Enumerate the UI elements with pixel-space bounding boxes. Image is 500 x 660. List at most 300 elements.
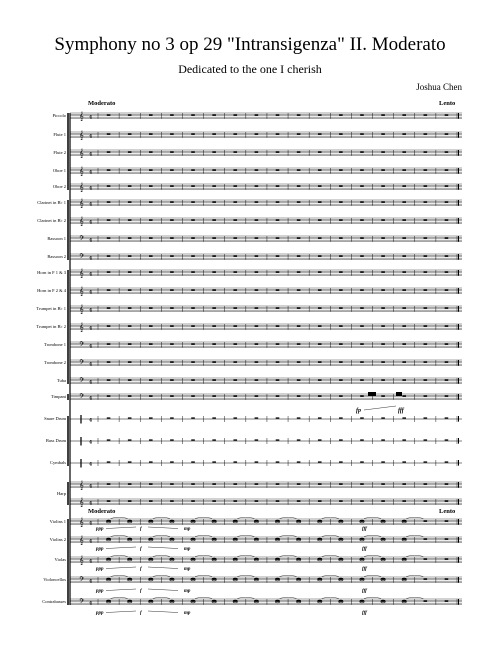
whole-rest [402, 219, 406, 220]
time-signature: 4 [89, 326, 93, 332]
whole-rest [233, 169, 237, 170]
whole-rest [424, 379, 428, 380]
treble-clef-icon: 𝄞 [79, 497, 84, 507]
whole-rest [107, 361, 111, 362]
whole-rest [191, 271, 195, 272]
whole-rest [276, 114, 280, 115]
whole-rest [149, 483, 153, 484]
whole-rest [212, 395, 216, 396]
tie [195, 535, 212, 536]
whole-rest [107, 271, 111, 272]
tie [153, 517, 170, 518]
instrument-label-trumpet-in-b-1: Trumpet in B♭ 1 [36, 306, 66, 311]
whole-rest [381, 151, 385, 152]
whole-rest [339, 255, 343, 256]
whole-rest [424, 307, 428, 308]
whole-rest [360, 289, 364, 290]
whole-rest [191, 307, 195, 308]
whole-rest [233, 439, 237, 440]
time-signature: 4 [89, 152, 93, 158]
whole-rest [360, 219, 364, 220]
instrument-label-violoncellos: Violoncellos [43, 577, 66, 582]
whole-rest [170, 500, 174, 501]
whole-rest [233, 379, 237, 380]
whole-rest [212, 538, 216, 539]
whole-rest [191, 237, 195, 238]
whole-rest [128, 325, 132, 326]
whole-rest [339, 271, 343, 272]
dynamic-mp: mp [184, 567, 191, 572]
whole-rest [360, 395, 364, 396]
whole-rest [318, 600, 322, 601]
whole-rest [255, 289, 259, 290]
whole-rest [297, 151, 301, 152]
tie [153, 535, 170, 536]
bass-clef-icon: 𝄢 [79, 376, 85, 386]
whole-rest [402, 271, 406, 272]
whole-rest [107, 461, 111, 462]
tie [406, 575, 423, 576]
whole-rest [402, 185, 406, 186]
bass-clef-icon: 𝄢 [79, 575, 85, 585]
whole-rest [424, 201, 428, 202]
whole-rest [276, 520, 280, 521]
time-signature: 4 [89, 559, 93, 565]
time-signature: 4 [89, 238, 93, 244]
whole-rest [402, 289, 406, 290]
whole-rest [107, 325, 111, 326]
whole-rest [276, 379, 280, 380]
whole-rest [339, 538, 343, 539]
whole-rest [233, 520, 237, 521]
whole-rest [255, 578, 259, 579]
whole-rest [424, 219, 428, 220]
crescendo-hairpin [364, 406, 396, 410]
whole-rest [191, 483, 195, 484]
whole-rest [191, 461, 195, 462]
whole-rest [297, 379, 301, 380]
whole-rest [445, 271, 449, 272]
tie [153, 575, 170, 576]
instrument-label-bassoon-2: Bassoon 2 [47, 254, 66, 259]
whole-rest [233, 201, 237, 202]
whole-rest [170, 237, 174, 238]
whole-rest [424, 185, 428, 186]
whole-rest [402, 439, 406, 440]
whole-rest [297, 538, 301, 539]
whole-rest [339, 483, 343, 484]
whole-rest [339, 461, 343, 462]
whole-rest [360, 600, 364, 601]
instrument-label-trumpet-in-b-2: Trumpet in B♭ 2 [36, 324, 66, 329]
whole-rest [170, 255, 174, 256]
treble-clef-icon: 𝄞 [79, 535, 84, 545]
treble-clef-icon: 𝄞 [79, 216, 84, 226]
whole-rest [318, 169, 322, 170]
whole-rest [424, 343, 428, 344]
whole-rest [402, 237, 406, 238]
tie [237, 597, 254, 598]
whole-rest [149, 379, 153, 380]
bass-clef-icon: 𝄢 [79, 252, 85, 262]
treble-clef-icon: 𝄞 [79, 555, 84, 565]
whole-rest [107, 439, 111, 440]
whole-rest [402, 379, 406, 380]
whole-rest [233, 600, 237, 601]
whole-rest [233, 289, 237, 290]
whole-rest [297, 114, 301, 115]
whole-rest [107, 151, 111, 152]
score-dedication: Dedicated to the one I cherish [178, 62, 322, 76]
whole-rest [107, 379, 111, 380]
whole-rest [339, 600, 343, 601]
whole-rest [233, 307, 237, 308]
whole-rest [318, 289, 322, 290]
whole-rest [360, 439, 364, 440]
whole-rest [276, 538, 280, 539]
whole-rest [424, 461, 428, 462]
whole-rest [445, 538, 449, 539]
whole-rest [424, 237, 428, 238]
whole-rest [212, 151, 216, 152]
whole-rest [128, 538, 132, 539]
whole-rest [149, 395, 153, 396]
whole-rest [107, 237, 111, 238]
whole-rest [402, 520, 406, 521]
decrescendo-hairpin [148, 547, 178, 549]
whole-rest [424, 483, 428, 484]
instrument-label-clarinet-in-b-2: Clarinet in B♭ 2 [37, 218, 66, 223]
whole-rest [402, 395, 406, 396]
whole-rest [276, 271, 280, 272]
whole-rest [445, 325, 449, 326]
whole-rest [149, 361, 153, 362]
whole-rest [276, 439, 280, 440]
whole-rest [339, 185, 343, 186]
tie [364, 517, 381, 518]
whole-rest [255, 151, 259, 152]
dynamic-fff: fff [362, 547, 367, 552]
whole-rest [255, 133, 259, 134]
whole-rest [212, 307, 216, 308]
instrument-label-timpani: Timpani [50, 394, 66, 399]
whole-rest [128, 395, 132, 396]
whole-rest [381, 600, 385, 601]
whole-rest [191, 439, 195, 440]
decrescendo-hairpin [148, 589, 178, 591]
whole-rest [255, 417, 259, 418]
treble-clef-icon: 𝄞 [79, 268, 84, 278]
tie [280, 517, 297, 518]
tie [195, 597, 212, 598]
whole-rest [445, 133, 449, 134]
time-signature: 4 [89, 308, 93, 314]
whole-rest [318, 133, 322, 134]
whole-rest [445, 361, 449, 362]
whole-rest [107, 500, 111, 501]
treble-clef-icon: 𝄞 [79, 148, 84, 158]
tie [322, 575, 339, 576]
whole-rest [339, 558, 343, 559]
whole-rest [402, 255, 406, 256]
tie [406, 555, 423, 556]
whole-rest [402, 307, 406, 308]
whole-rest [297, 600, 301, 601]
instrument-label-piccolo: Piccolo [52, 113, 66, 118]
whole-rest [149, 169, 153, 170]
whole-rest [107, 169, 111, 170]
whole-rest [360, 520, 364, 521]
instrument-label-oboe-1: Oboe 1 [52, 168, 66, 173]
whole-rest [233, 133, 237, 134]
tie [322, 555, 339, 556]
whole-rest [149, 520, 153, 521]
whole-rest [191, 379, 195, 380]
whole-rest [255, 201, 259, 202]
whole-rest [402, 483, 406, 484]
whole-rest [255, 361, 259, 362]
tie [364, 597, 381, 598]
whole-rest [424, 520, 428, 521]
whole-rest [170, 520, 174, 521]
whole-rest [191, 114, 195, 115]
treble-clef-icon: 𝄞 [79, 182, 84, 192]
whole-rest [191, 151, 195, 152]
tie [195, 517, 212, 518]
whole-rest [276, 395, 280, 396]
time-signature: 4 [89, 484, 93, 490]
timpani-dynamic-fp: fp [356, 408, 361, 414]
whole-rest [212, 461, 216, 462]
tie [280, 575, 297, 576]
whole-rest [445, 343, 449, 344]
time-signature: 4 [89, 115, 93, 121]
whole-rest [318, 325, 322, 326]
whole-rest [149, 558, 153, 559]
whole-rest [128, 483, 132, 484]
whole-rest [339, 379, 343, 380]
whole-rest [424, 169, 428, 170]
time-signature: 4 [89, 501, 93, 507]
whole-rest [233, 325, 237, 326]
time-signature: 4 [89, 220, 93, 226]
percussion-clef-icon: ‖ [79, 436, 83, 446]
whole-rest [297, 578, 301, 579]
whole-rest [381, 255, 385, 256]
whole-rest [360, 343, 364, 344]
whole-rest [149, 201, 153, 202]
whole-rest [212, 520, 216, 521]
whole-rest [276, 325, 280, 326]
treble-clef-icon: 𝄞 [79, 130, 84, 140]
whole-rest [276, 483, 280, 484]
whole-rest [107, 307, 111, 308]
time-signature: 4 [89, 462, 93, 468]
whole-rest [381, 219, 385, 220]
whole-rest [149, 600, 153, 601]
whole-rest [318, 185, 322, 186]
whole-rest [297, 343, 301, 344]
whole-rest [170, 361, 174, 362]
whole-rest [360, 361, 364, 362]
whole-rest [297, 289, 301, 290]
whole-rest [339, 201, 343, 202]
whole-rest [297, 483, 301, 484]
whole-rest [191, 600, 195, 601]
whole-rest [212, 578, 216, 579]
tie [280, 597, 297, 598]
whole-rest [424, 361, 428, 362]
whole-rest [170, 169, 174, 170]
whole-rest [128, 133, 132, 134]
whole-rest [255, 237, 259, 238]
tie [195, 575, 212, 576]
whole-rest [128, 185, 132, 186]
whole-rest [191, 133, 195, 134]
whole-rest [255, 500, 259, 501]
whole-rest [360, 379, 364, 380]
whole-rest [212, 185, 216, 186]
whole-rest [170, 558, 174, 559]
whole-rest [318, 538, 322, 539]
whole-rest [297, 237, 301, 238]
whole-rest [170, 343, 174, 344]
whole-rest [297, 558, 301, 559]
instrument-label-horn-in-f-1-3: Horn in F 1 & 3 [37, 270, 66, 275]
whole-rest [191, 538, 195, 539]
whole-rest [402, 538, 406, 539]
whole-rest [212, 289, 216, 290]
tie [153, 555, 170, 556]
whole-rest [318, 271, 322, 272]
instrument-label-tuba: Tuba [56, 378, 66, 383]
tempo-moderato-top: Moderato [88, 100, 116, 107]
whole-rest [212, 255, 216, 256]
whole-rest [360, 483, 364, 484]
whole-rest [424, 538, 428, 539]
composer-name: Joshua Chen [416, 82, 462, 92]
whole-rest [191, 361, 195, 362]
whole-rest [360, 558, 364, 559]
whole-rest [297, 169, 301, 170]
whole-rest [212, 439, 216, 440]
dynamic-mp: mp [184, 547, 191, 552]
whole-rest [318, 379, 322, 380]
whole-rest [424, 439, 428, 440]
time-signature: 4 [89, 539, 93, 545]
tie [237, 517, 254, 518]
whole-rest [128, 237, 132, 238]
whole-rest [128, 271, 132, 272]
whole-rest [339, 219, 343, 220]
whole-rest [445, 289, 449, 290]
whole-rest [297, 417, 301, 418]
whole-rest [445, 600, 449, 601]
whole-rest [402, 169, 406, 170]
whole-rest [170, 600, 174, 601]
whole-rest [170, 461, 174, 462]
whole-rest [128, 500, 132, 501]
whole-rest [297, 325, 301, 326]
crescendo-hairpin [106, 527, 136, 529]
time-signature: 4 [89, 256, 93, 262]
treble-clef-icon: 𝄞 [79, 166, 84, 176]
whole-rest [445, 461, 449, 462]
whole-rest [212, 343, 216, 344]
whole-rest [128, 461, 132, 462]
whole-rest [318, 343, 322, 344]
time-signature: 4 [89, 272, 93, 278]
whole-rest [233, 483, 237, 484]
whole-rest [149, 325, 153, 326]
treble-clef-icon: 𝄞 [79, 286, 84, 296]
whole-rest [318, 500, 322, 501]
dynamic-mp: mp [184, 527, 191, 532]
tie [364, 535, 381, 536]
whole-rest [107, 185, 111, 186]
whole-rest [191, 500, 195, 501]
whole-rest [149, 500, 153, 501]
whole-rest [381, 483, 385, 484]
whole-rest [339, 343, 343, 344]
whole-rest [212, 219, 216, 220]
whole-rest [233, 151, 237, 152]
whole-rest [360, 417, 364, 418]
crescendo-hairpin [106, 547, 136, 549]
whole-rest [212, 237, 216, 238]
whole-rest [445, 395, 449, 396]
treble-clef-icon: 𝄞 [79, 111, 84, 121]
whole-rest [170, 417, 174, 418]
whole-rest [191, 201, 195, 202]
dynamic-f: f [140, 547, 142, 552]
whole-rest [424, 289, 428, 290]
percussion-clef-icon: ‖ [79, 414, 83, 424]
whole-rest [128, 289, 132, 290]
tie [406, 517, 423, 518]
whole-rest [212, 483, 216, 484]
whole-rest [128, 558, 132, 559]
instrument-label-cymbals: Cymbals [49, 460, 66, 465]
whole-rest [381, 461, 385, 462]
time-signature: 4 [89, 418, 93, 424]
tie [237, 555, 254, 556]
whole-rest [233, 361, 237, 362]
whole-rest [360, 461, 364, 462]
whole-rest [255, 558, 259, 559]
whole-rest [381, 133, 385, 134]
whole-rest [424, 417, 428, 418]
crescendo-hairpin [106, 589, 136, 591]
whole-rest [445, 169, 449, 170]
whole-rest [297, 185, 301, 186]
whole-rest [212, 379, 216, 380]
whole-rest [445, 201, 449, 202]
whole-rest [149, 578, 153, 579]
whole-rest [424, 325, 428, 326]
whole-rest [339, 417, 343, 418]
whole-rest [360, 237, 364, 238]
whole-rest [212, 500, 216, 501]
whole-rest [233, 343, 237, 344]
tie [322, 535, 339, 536]
whole-rest [381, 538, 385, 539]
tie [237, 575, 254, 576]
whole-rest [276, 361, 280, 362]
whole-rest [297, 307, 301, 308]
whole-rest [445, 114, 449, 115]
whole-rest [212, 114, 216, 115]
